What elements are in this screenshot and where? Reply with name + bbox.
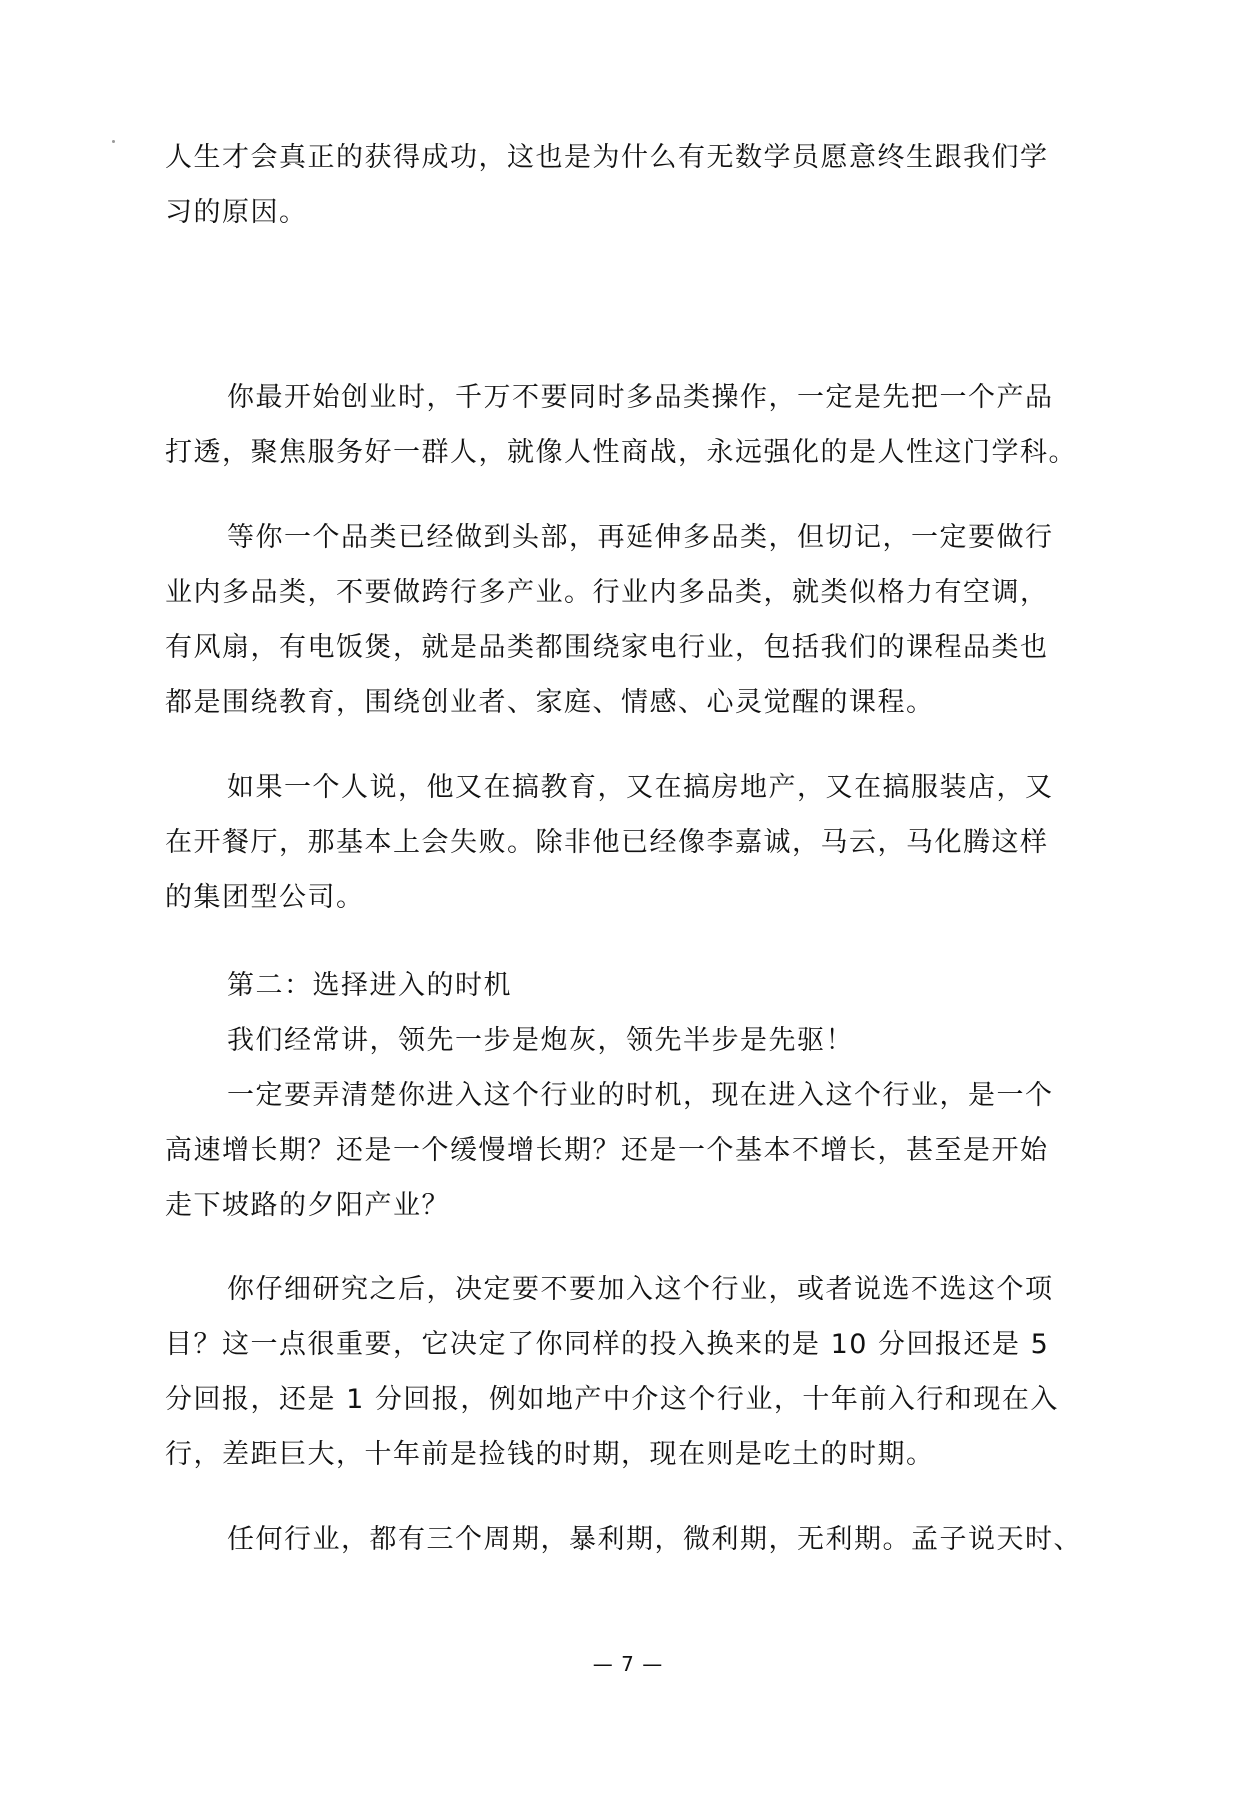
text-line: 你最开始创业时，千万不要同时多品类操作，一定是先把一个产品 <box>227 382 1054 413</box>
text-line: 高速增长期？还是一个缓慢增长期？还是一个基本不增长，甚至是开始 <box>165 1135 1049 1166</box>
text-line: 都是围绕教育，围绕创业者、家庭、情感、心灵觉醒的课程。 <box>165 687 935 718</box>
text-line: 的集团型公司。 <box>165 882 365 913</box>
text-line: 你仔细研究之后，决定要不要加入这个行业，或者说选不选这个项 <box>227 1274 1054 1305</box>
paragraph <box>165 1512 1100 1567</box>
text-line: 任何行业，都有三个周期，暴利期，微利期，无利期。孟子说天时、 <box>227 1524 1082 1555</box>
text-line: 如果一个人说，他又在搞教育，又在搞房地产，又在搞服装店，又 <box>227 772 1054 803</box>
paragraph <box>165 510 1100 730</box>
text-line: 一定要弄清楚你进入这个行业的时机，现在进入这个行业，是一个 <box>227 1080 1054 1111</box>
section-heading: 第二：选择进入的时机 <box>227 970 512 1001</box>
text-line: 目？这一点很重要，它决定了你同样的投入换来的是 10 分回报还是 5 <box>165 1329 1050 1360</box>
page-number: — 7 — <box>592 1652 664 1676</box>
text-line: 我们经常讲，领先一步是炮灰，领先半步是先驱！ <box>227 1025 854 1056</box>
text-line: 行，差距巨大，十年前是捡钱的时期，现在则是吃土的时期。 <box>165 1439 935 1470</box>
paragraph <box>165 958 1100 1233</box>
paragraph <box>165 760 1100 925</box>
text-line: 人生才会真正的获得成功，这也是为什么有无数学员愿意终生跟我们学 <box>165 142 1049 173</box>
paragraph <box>165 1262 1100 1482</box>
text-line: 等你一个品类已经做到头部，再延伸多品类，但切记，一定要做行 <box>227 522 1054 553</box>
text-line: 打透，聚焦服务好一群人，就像人性商战，永远强化的是人性这门学科。 <box>165 437 1077 468</box>
paragraph <box>165 370 1100 480</box>
scan-speck <box>112 140 115 143</box>
text-line: 在开餐厅，那基本上会失败。除非他已经像李嘉诚，马云，马化腾这样 <box>165 827 1049 858</box>
text-line: 走下坡路的夕阳产业？ <box>165 1190 450 1221</box>
paragraph <box>165 130 1100 240</box>
text-line: 分回报，还是 1 分回报，例如地产中介这个行业，十年前入行和现在入 <box>165 1384 1059 1415</box>
text-line: 业内多品类，不要做跨行多产业。行业内多品类，就类似格力有空调， <box>165 577 1049 608</box>
text-line: 有风扇，有电饭煲，就是品类都围绕家电行业，包括我们的课程品类也 <box>165 632 1049 663</box>
text-line: 习的原因。 <box>165 197 308 228</box>
